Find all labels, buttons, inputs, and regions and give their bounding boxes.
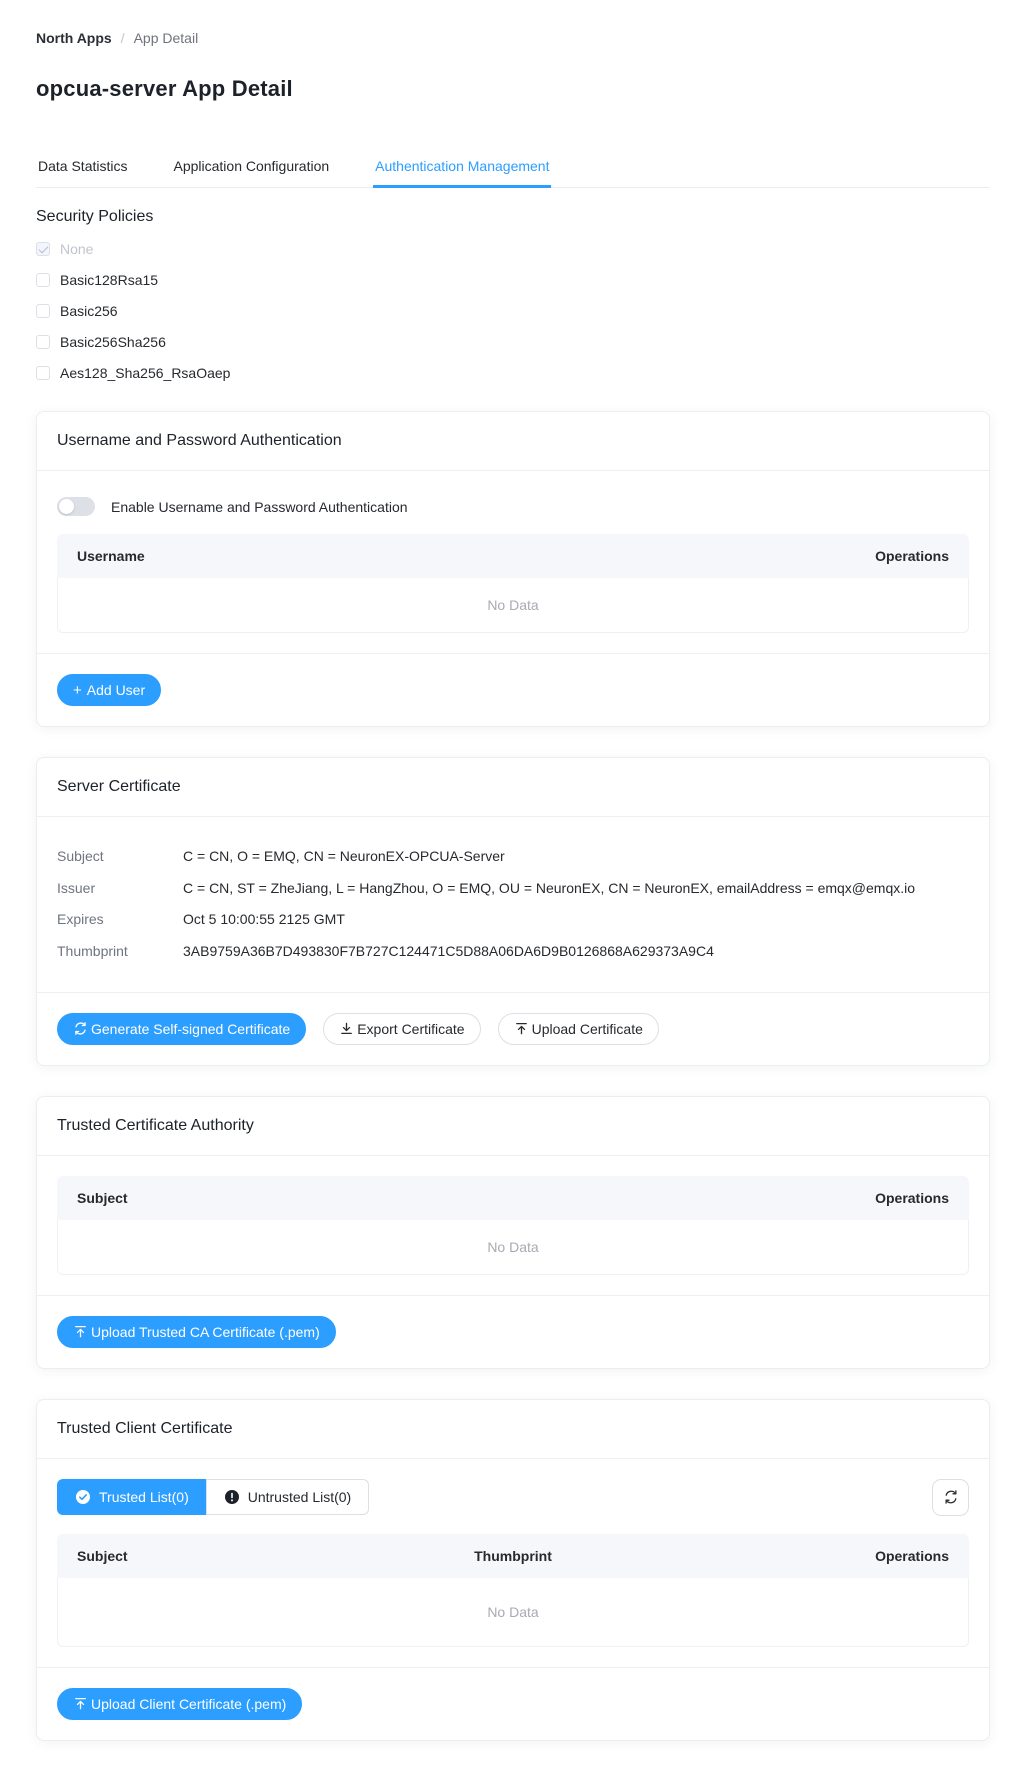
checkbox-label: Basic256 [60,303,118,319]
field-label: Subject [57,848,104,864]
trusted-ca-card [36,1096,990,1369]
tab-application-configuration[interactable]: Application Configuration [173,158,330,174]
refresh-list-button[interactable] [932,1479,969,1516]
card-title: Trusted Certificate Authority [37,1097,989,1156]
trusted-ca-table [57,1176,969,1275]
field-label: Issuer [57,879,96,896]
card-title: Server Certificate [37,758,989,817]
page-title: opcua-server App Detail [36,76,293,101]
checkbox-basic128rsa15[interactable] [36,272,990,288]
cert-field-expires [57,904,969,936]
upload-client-certificate-label: Upload Client Certificate (.pem) [91,1695,287,1712]
plus-icon: + [73,681,82,699]
warning-circle-icon [224,1489,240,1505]
upload-certificate-label: Upload Certificate [531,1020,643,1037]
tab-data-statistics[interactable]: Data Statistics [38,158,128,174]
checkbox-label: Basic128Rsa15 [60,272,159,288]
download-icon [339,1021,354,1036]
checkbox-icon [36,366,50,380]
enable-auth-toggle[interactable] [57,497,95,516]
checkbox-none[interactable] [36,241,990,257]
breadcrumb-north-apps[interactable]: North Apps [36,30,112,46]
field-label: Expires [57,911,104,928]
trusted-client-certificate-card [36,1399,990,1741]
upload-icon [73,1696,88,1711]
checkbox-icon [36,273,50,287]
refresh-icon [73,1021,88,1036]
checkbox-basic256[interactable] [36,303,990,319]
export-certificate-label: Export Certificate [357,1020,465,1037]
checkbox-label: None [60,241,94,257]
trusted-list-label: Trusted List(0) [99,1489,189,1506]
upload-trusted-ca-certificate-label: Upload Trusted CA Certificate (.pem) [91,1323,320,1340]
field-value: Oct 5 10:00:55 2125 GMT [183,911,345,928]
server-certificate-card [36,757,990,1066]
refresh-icon [943,1489,959,1505]
client-cert-list-switcher [57,1479,369,1515]
upload-trusted-ca-certificate-button[interactable] [57,1316,336,1348]
empty-state: No Data [57,1578,969,1647]
enable-auth-toggle-label: Enable Username and Password Authentication [111,498,408,515]
empty-state: No Data [57,1220,969,1275]
checkbox-icon [36,335,50,349]
checkbox-icon [36,242,50,256]
add-user-label: Add User [86,682,146,698]
generate-self-signed-certificate-label: Generate Self-signed Certificate [91,1020,291,1037]
card-title: Trusted Client Certificate [37,1400,989,1459]
export-certificate-button[interactable] [323,1013,480,1045]
checkbox-icon [36,304,50,318]
column-header-subject: Subject [77,1547,128,1564]
card-title: Username and Password Authentication [37,412,989,471]
security-policies-title: Security Policies [36,208,154,225]
column-header-operations: Operations [875,548,949,564]
untrusted-list-label: Untrusted List(0) [247,1489,352,1506]
cert-field-subject [57,841,969,873]
tab-trusted-list[interactable] [57,1479,206,1515]
breadcrumb [36,30,990,46]
field-value: C = CN, ST = ZheJiang, L = HangZhou, O = EMQ, OU = NeuronEX, CN = NeuronEX, emailAddress = emqx@emqx.io [183,879,916,896]
tab-bar [36,148,990,188]
column-header-operations: Operations [875,1189,949,1206]
field-label: Thumbprint [57,943,128,960]
tab-authentication-management[interactable]: Authentication Management [373,148,551,187]
field-value: 3AB9759A36B7D493830F7B727C124471C5D88A06DA6D9B0126868A629373A9C4 [183,943,714,960]
column-header-username: Username [77,548,145,564]
cert-field-issuer [57,873,969,905]
checkbox-basic256sha256[interactable] [36,334,990,350]
upload-icon [73,1324,88,1339]
username-password-auth-card [36,411,990,727]
checkbox-label: Aes128_Sha256_RsaOaep [60,365,231,381]
column-header-thumbprint: Thumbprint [474,1547,552,1564]
breadcrumb-app-detail: App Detail [133,30,199,46]
checkbox-aes128-sha256-rsaoaep[interactable] [36,365,990,381]
add-user-button[interactable] [57,674,161,706]
check-circle-icon [75,1489,91,1505]
tab-untrusted-list[interactable] [206,1479,369,1515]
checkbox-label: Basic256Sha256 [60,334,166,350]
empty-state: No Data [57,578,969,633]
upload-icon [514,1021,529,1036]
client-cert-table [57,1534,969,1647]
column-header-subject: Subject [77,1189,128,1206]
field-value: C = CN, O = EMQ, CN = NeuronEX-OPCUA-Server [183,848,505,864]
upload-certificate-button[interactable] [498,1013,659,1045]
breadcrumb-separator: / [120,30,125,46]
generate-self-signed-certificate-button[interactable] [57,1013,306,1045]
column-header-operations: Operations [875,1547,949,1564]
cert-field-thumbprint [57,936,969,968]
users-table [57,534,969,633]
upload-client-certificate-button[interactable] [57,1688,302,1720]
